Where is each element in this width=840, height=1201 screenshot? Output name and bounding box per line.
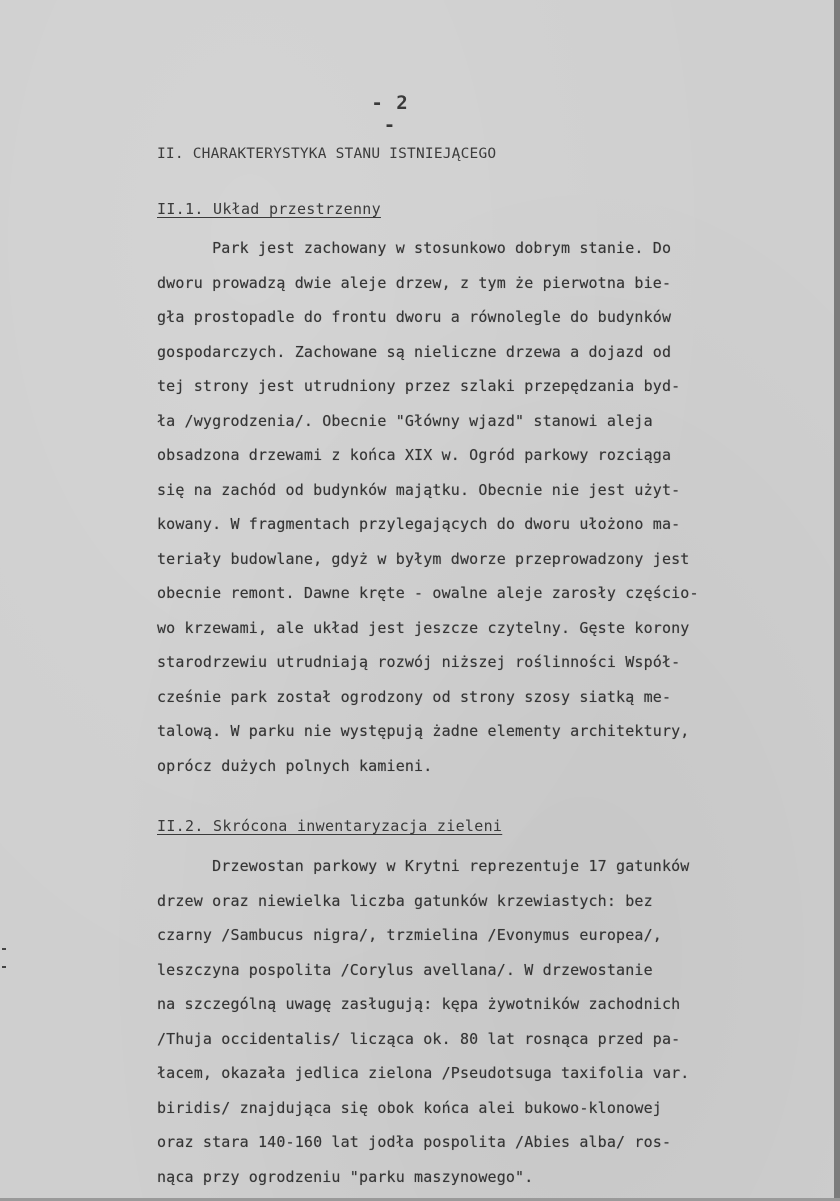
page-number: - 2 - [360, 92, 420, 136]
text-line: dworu prowadzą dwie aleje drzew, z tym że pierwotna bie- [157, 273, 699, 308]
section-title: II. CHARAKTERYSTYKA STANU ISTNIEJĄCEGO [157, 146, 496, 162]
text-line: na szczególną uwagę zasługują: kępa żywotników zachodnich [157, 994, 689, 1029]
text-line: cześnie park został ogrodzony od strony szosy siatką me- [157, 687, 699, 722]
margin-mark [2, 966, 6, 968]
text-line: talową. W parku nie występują żadne elementy architektury, [157, 721, 699, 756]
text-line: /Thuja occidentalis/ licząca ok. 80 lat rosnąca przed pa- [157, 1029, 689, 1064]
text-line: obecnie remont. Dawne kręte - owalne aleje zarosły częścio- [157, 583, 699, 618]
text-line: łacem, okazała jedlica zielona /Pseudotsuga taxifolia var. [157, 1063, 689, 1098]
paragraph-uklad-przestrzenny [157, 238, 699, 790]
text-line: gła prostopadle do frontu dworu a równolegle do budynków [157, 307, 699, 342]
text-line: oraz stara 140-160 lat jodła pospolita /Abies alba/ ros- [157, 1132, 689, 1167]
text-line: leszczyna pospolita /Corylus avellana/. W drzewostanie [157, 960, 689, 995]
subsection-heading-1: II.1. Układ przestrzenny [157, 200, 381, 218]
text-line: gospodarczych. Zachowane są nieliczne drzewa a dojazd od [157, 342, 699, 377]
text-line: Drzewostan parkowy w Krytni reprezentuje 17 gatunków [157, 856, 689, 891]
text-line: teriały budowlane, gdyż w byłym dworze przeprowadzony jest [157, 549, 699, 584]
text-line: oprócz dużych polnych kamieni. [157, 756, 699, 791]
text-line: obsadzona drzewami z końca XIX w. Ogród parkowy rozciąga [157, 445, 699, 480]
text-line: Park jest zachowany w stosunkowo dobrym stanie. Do [157, 238, 699, 273]
text-line: wo krzewami, ale układ jest jeszcze czytelny. Gęste korony [157, 618, 699, 653]
subsection-heading-2: II.2. Skrócona inwentaryzacja zieleni [157, 817, 502, 835]
text-line: się na zachód od budynków majątku. Obecnie nie jest użyt- [157, 480, 699, 515]
text-line: czarny /Sambucus nigra/, trzmielina /Evonymus europea/, [157, 925, 689, 960]
text-line: starodrzewiu utrudniają rozwój niższej roślinności Współ- [157, 652, 699, 687]
text-line: drzew oraz niewielka liczba gatunków krzewiastych: bez [157, 891, 689, 926]
margin-mark [2, 948, 6, 950]
text-line: biridis/ znajdująca się obok końca alei bukowo-klonowej [157, 1098, 689, 1133]
text-line: kowany. W fragmentach przylegających do dworu ułożono ma- [157, 514, 699, 549]
text-line: nąca przy ogrodzeniu "parku maszynowego". [157, 1167, 689, 1201]
text-line: tej strony jest utrudniony przez szlaki przepędzania byd- [157, 376, 699, 411]
text-line: ła /wygrodzenia/. Obecnie "Główny wjazd" stanowi aleja [157, 411, 699, 446]
paragraph-inwentaryzacja-zieleni [157, 856, 689, 1201]
